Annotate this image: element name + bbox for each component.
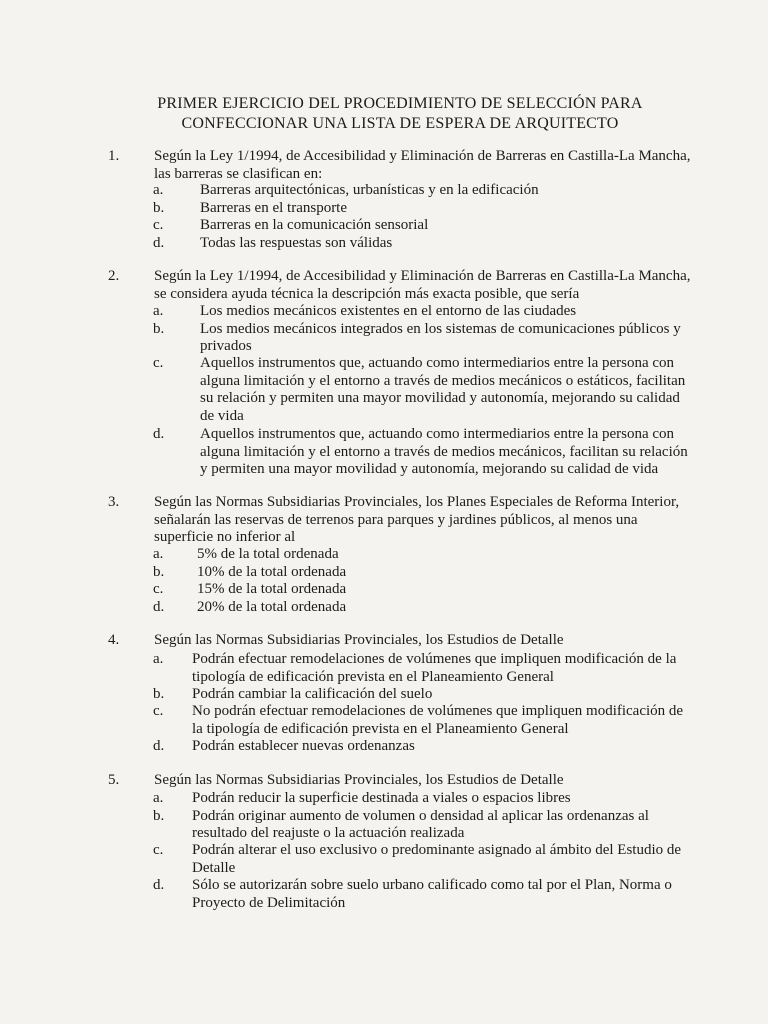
question-stem: Según las Normas Subsidiarias Provinciales, los Estudios de Detalle xyxy=(154,772,564,788)
question-stem: Según las Normas Subsidiarias Provinciales, los Planes Especiales de Reforma Interior, señalarán las reservas de terrenos para parques y jardines públicos, al menos una superficie no inferior al xyxy=(154,494,680,545)
scanned-exam-page: PRIMER EJERCICIO DEL PROCEDIMIENTO DE SELECCIÓN PARA CONFECCIONAR UNA LISTA DE ESPERA DE ARQUITECTO 1. Según la Ley 1/1994, de Accesibilidad y Eliminación de Barreras en Castilla-La Mancha, las barreras se clasifican en: a. Barreras arquitectónicas, urbanísticas y en la edificación b. Barreras en el transporte c. Barreras en la comunicación sensorial d. Todas las respuestas son válidas 2. Según la Ley 1/1994, de Accesibilidad y Eliminación de Barreras en Castilla-La Mancha, se considera ayuda técnica la descripción más exacta posible, que sería a. Los medios mecánicos existentes en el entorno de las ciudades b. Los medios mecánicos integrados en los sistemas de comunicaciones públicos y privados c. Aquellos instrumentos que, actuando como intermediarios entre la persona con alguna limitación y el entorno a través de medios mecánicos o estáticos, facilitan su relación y permiten una mayor movilidad y autonomía, mejorando su calidad de vida d. Aquellos instrumentos que, actuando como intermediarios entre la persona con alguna limitación y el entorno a través de medios mecánicos, facilitan su relación y permiten una mayor movilidad y autonomía, mejorando su calidad de vida 3. Según las Normas Subsidiarias Provinciales, los Planes Especiales de Reforma Interior, señalarán las reservas de terrenos para parques y jardines públicos, al menos una superficie no inferior al a. 5% de la total ordenada b. 10% de la total ordenada c. 15% de la total ordenada d. 20% de la total ordenada 4. Según las Normas Subsidiarias Provinciales, los Estudios de Detalle a. Podrán efectuar remodelaciones de volúmenes que impliquen modificación de la tipología de edificación prevista en el Planeamiento General b. Podrán cambiar la calificación del suelo c. No podrán efectuar remodelaciones de volúmenes que impliquen modificación de la tipología de edificación prevista en el Planeamiento General d. Podrán establecer nuevas ordenanzas 5. Según las Normas Subsidiarias Provinciales, los Estudios de Detalle a. Podrán reducir la superficie destinada a viales o espacios libres b. Podrán originar aumento de volumen o densidad al aplicar las ordenanzas al resultado del reajuste o la actuación realizada c. Podrán alterar el uso exclusivo o predominante asignado al ámbito del Estudio de Detalle d. Sólo se autorizarán sobre suelo urbano calificado como tal por el Plan, Norma o Proyecto de Delimitación xyxy=(0,0,768,1024)
question-number: 2. xyxy=(108,268,120,284)
question-number: 4. xyxy=(108,632,120,648)
question-number: 1. xyxy=(108,148,120,164)
title-line-2: CONFECCIONAR UNA LISTA DE ESPERA DE ARQUITECTO xyxy=(181,115,619,132)
title-line-1: PRIMER EJERCICIO DEL PROCEDIMIENTO DE SELECCIÓN PARA xyxy=(157,95,643,112)
page-title xyxy=(120,94,680,134)
question-stem: Según las Normas Subsidiarias Provinciales, los Estudios de Detalle xyxy=(154,632,564,648)
question-number: 3. xyxy=(108,494,120,510)
question-stem: Según la Ley 1/1994, de Accesibilidad y Eliminación de Barreras en Castilla-La Mancha, las barreras se clasifican en: xyxy=(154,148,691,182)
question-number: 5. xyxy=(108,772,120,788)
question-stem: Según la Ley 1/1994, de Accesibilidad y Eliminación de Barreras en Castilla-La Mancha, se considera ayuda técnica la descripción más exacta posible, que sería xyxy=(154,268,691,302)
